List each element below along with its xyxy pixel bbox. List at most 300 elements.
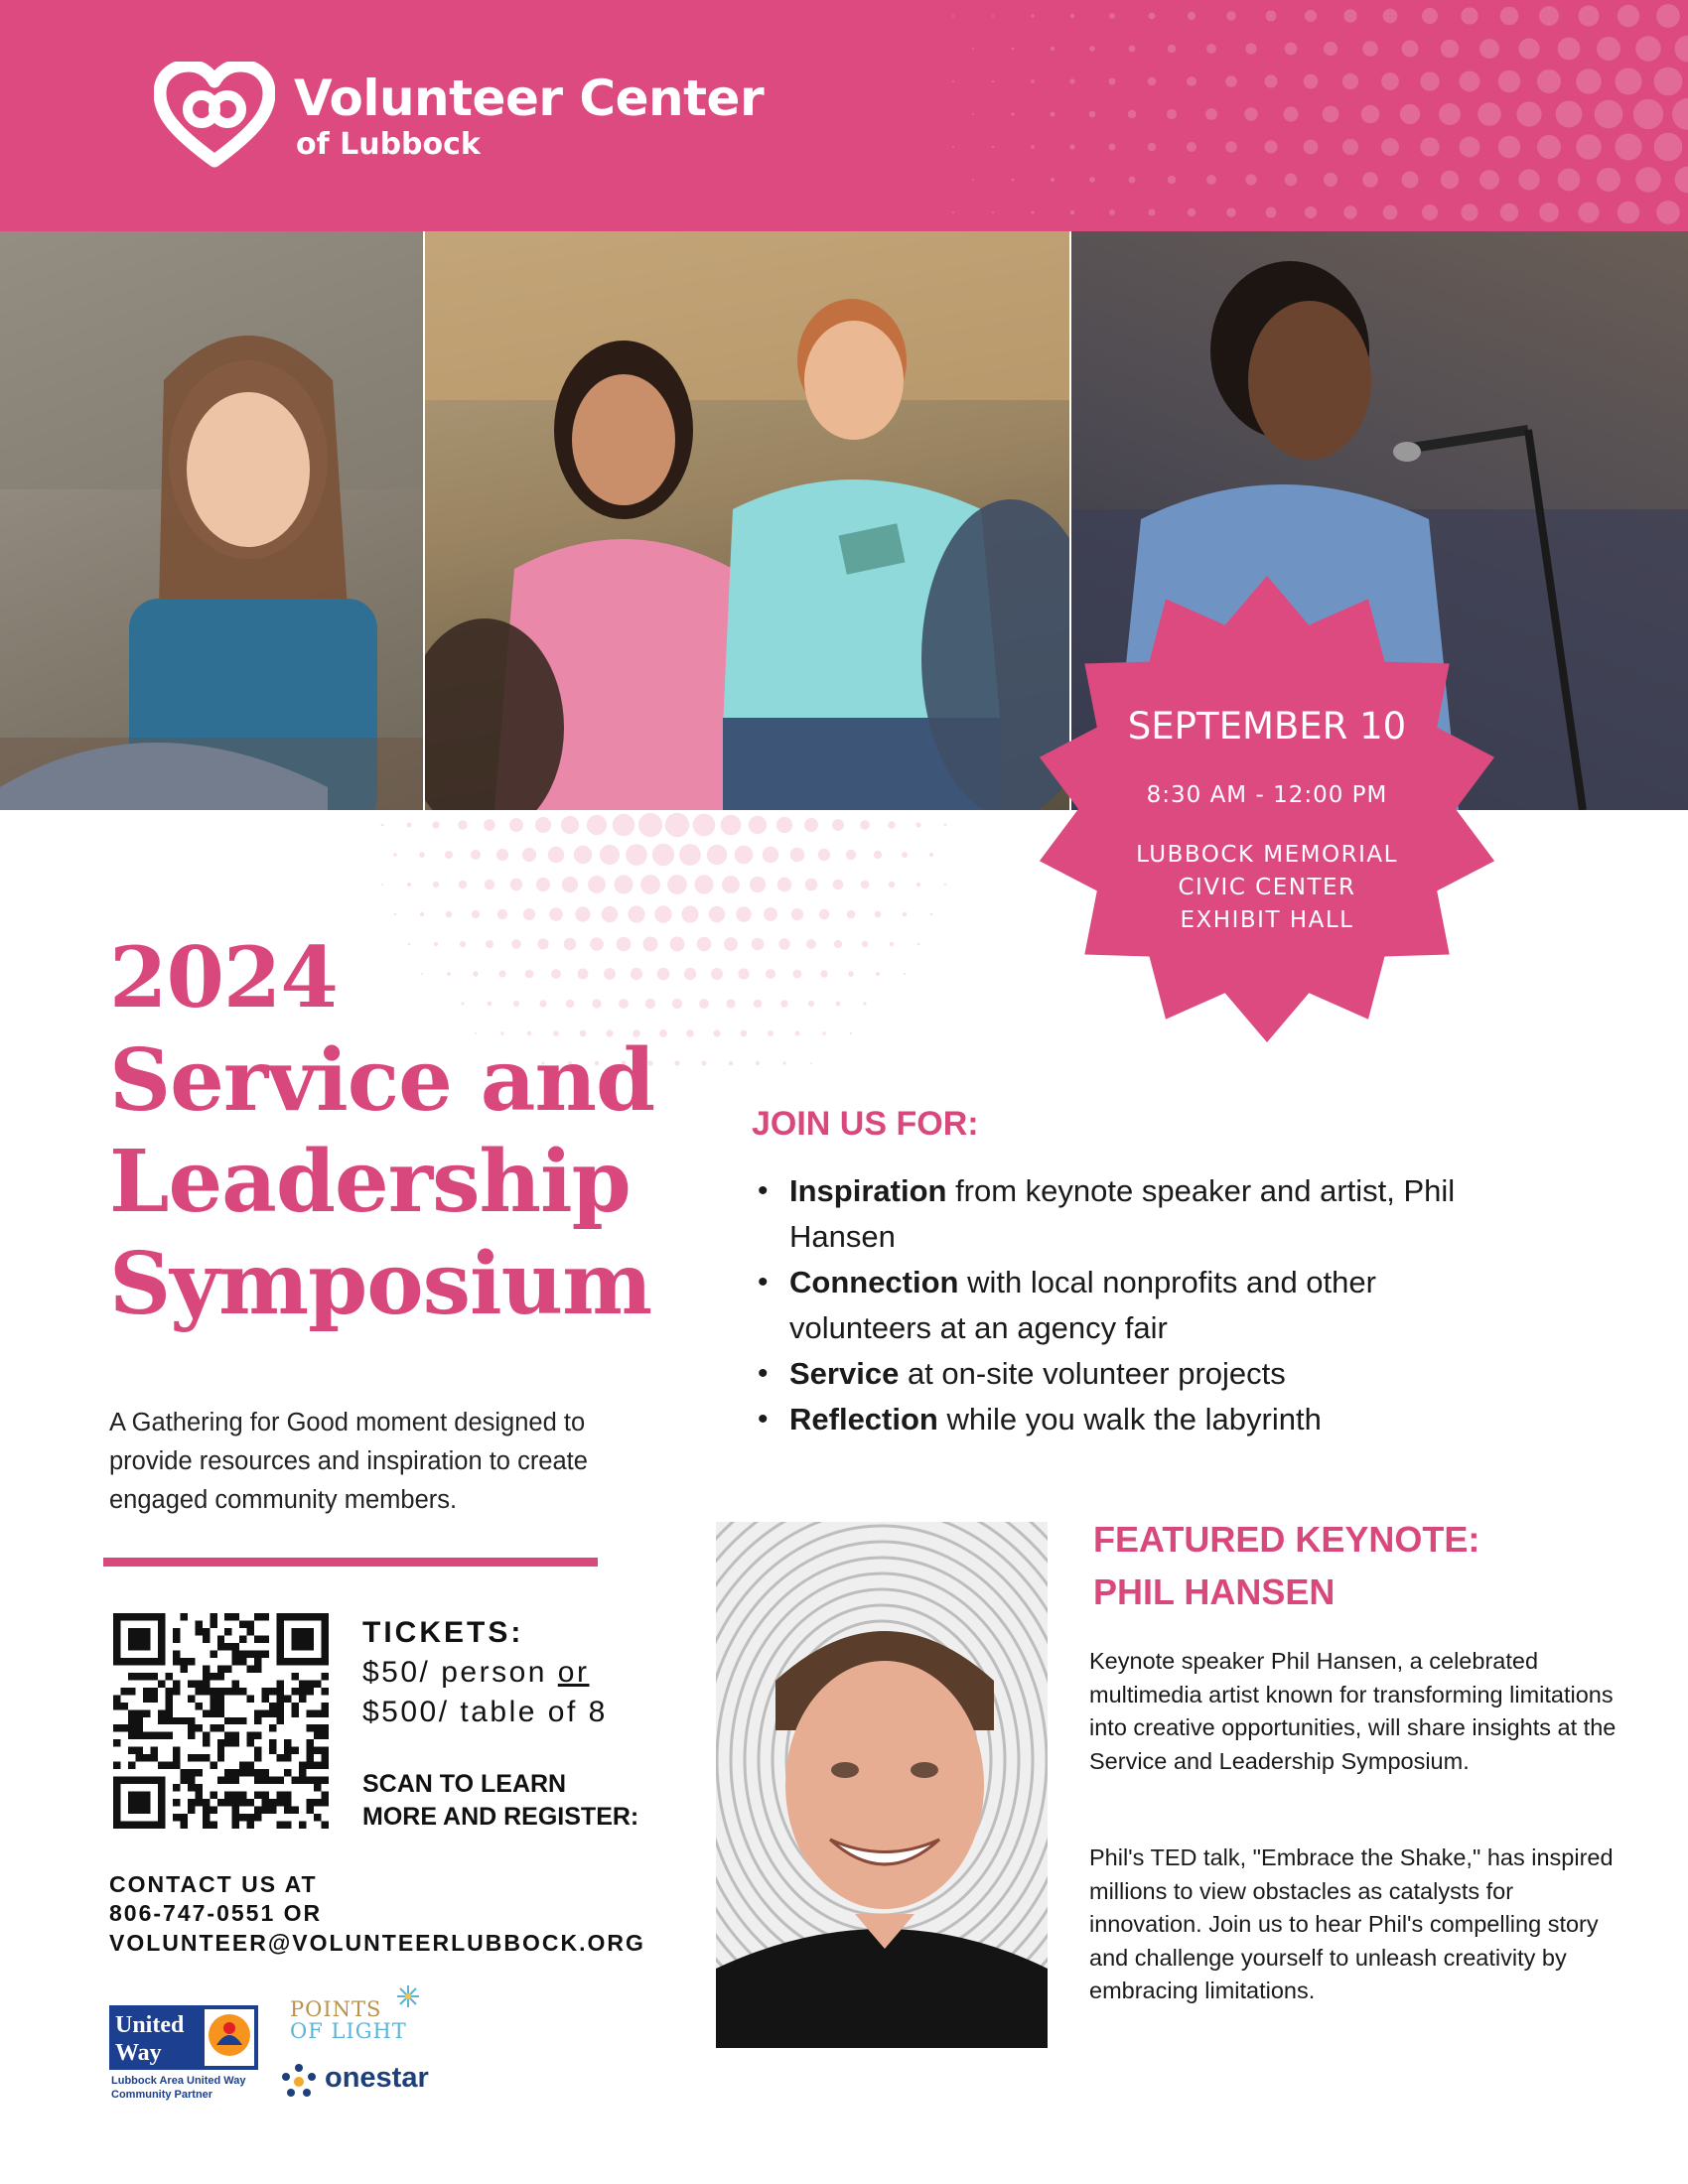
header-dot — [1578, 5, 1599, 26]
qr-module — [195, 1703, 202, 1709]
qr-module — [173, 1799, 180, 1806]
join-item-bold: Reflection — [789, 1402, 938, 1436]
qr-module — [239, 1814, 246, 1821]
header-dot — [1342, 139, 1358, 155]
header-dot — [1539, 203, 1559, 222]
header-dot — [1206, 44, 1216, 54]
contact-heading: CONTACT US AT — [109, 1871, 318, 1897]
qr-module — [232, 1807, 239, 1814]
header-dot-pattern — [933, 0, 1688, 231]
qr-module — [299, 1688, 306, 1695]
qr-module — [247, 1650, 254, 1657]
qr-module — [284, 1695, 291, 1702]
halftone-dot — [460, 941, 466, 947]
halftone-dot — [930, 913, 933, 916]
qr-module — [210, 1695, 216, 1702]
halftone-dot — [522, 848, 536, 862]
header-dot — [1618, 202, 1639, 223]
qr-module — [210, 1792, 216, 1799]
halftone-dot — [626, 844, 647, 866]
header-dot — [1439, 103, 1461, 125]
qr-module — [322, 1688, 329, 1695]
qr-module — [269, 1709, 276, 1716]
event-venue-line: CIVIC CENTER — [1178, 875, 1356, 900]
onestar-icon — [281, 2063, 317, 2099]
halftone-dot — [536, 878, 550, 891]
qr-module — [173, 1784, 180, 1791]
halftone-dot — [488, 1002, 492, 1007]
qr-module — [284, 1747, 291, 1754]
halftone-dot — [561, 816, 579, 834]
qr-module — [232, 1688, 239, 1695]
qr-module — [322, 1792, 329, 1799]
qr-module — [217, 1688, 224, 1695]
qr-module — [143, 1673, 150, 1680]
qr-module — [158, 1762, 165, 1769]
qr-module — [307, 1688, 314, 1695]
qr-module — [165, 1762, 172, 1769]
united-way-word: United — [115, 2012, 185, 2038]
halftone-dot — [638, 813, 662, 837]
qr-module — [269, 1724, 276, 1731]
qr-module — [195, 1769, 202, 1776]
halftone-dot — [665, 813, 689, 837]
halftone-dot — [471, 850, 481, 860]
qr-module — [188, 1799, 195, 1806]
qr-module — [210, 1807, 216, 1814]
keynote-speaker-photo — [716, 1522, 1048, 2048]
header-dot — [1148, 143, 1157, 152]
halftone-dot — [549, 907, 563, 921]
header-dot — [1518, 169, 1539, 190]
qr-module — [232, 1792, 239, 1799]
qr-module — [150, 1747, 157, 1754]
halftone-dot — [496, 849, 508, 861]
qr-module — [262, 1613, 269, 1620]
qr-module — [203, 1739, 210, 1746]
header-dot — [952, 15, 954, 17]
header-dot — [1635, 167, 1660, 192]
qr-module — [210, 1822, 216, 1829]
header-dot — [1518, 38, 1539, 59]
points-of-light-word: OF LIGHT — [290, 2019, 407, 2043]
header-dot — [1245, 174, 1256, 185]
qr-module — [292, 1709, 299, 1716]
qr-module — [307, 1777, 314, 1784]
qr-module — [322, 1799, 329, 1806]
qr-module — [322, 1822, 329, 1829]
header-dot — [1460, 137, 1480, 158]
qr-module — [128, 1762, 135, 1769]
header-dot — [1089, 111, 1096, 118]
qr-module — [277, 1695, 284, 1702]
header-dot — [1618, 5, 1639, 27]
join-item-bold: Inspiration — [789, 1173, 947, 1208]
united-way-logo — [109, 2005, 258, 2070]
qr-module — [224, 1643, 231, 1650]
halftone-dot — [631, 968, 642, 980]
qr-module — [195, 1784, 202, 1791]
contact-email[interactable]: VOLUNTEER@VOLUNTEERLUBBOCK.ORG — [109, 1930, 645, 1956]
header-dot — [1675, 167, 1688, 194]
header-dot — [1031, 14, 1034, 17]
halftone-dot — [484, 819, 495, 831]
qr-module — [247, 1695, 254, 1702]
halftone-dot — [818, 849, 830, 861]
photo-volunteers-reading — [425, 231, 1069, 810]
halftone-dot — [684, 968, 696, 980]
qr-module — [165, 1732, 172, 1739]
qr-module — [180, 1777, 187, 1784]
header-dot — [1383, 205, 1398, 220]
qr-module — [188, 1754, 195, 1761]
qr-module — [292, 1747, 299, 1754]
halftone-dot — [657, 968, 670, 981]
halftone-dot — [819, 909, 829, 919]
header-dot — [1362, 41, 1378, 57]
halftone-dot — [592, 999, 601, 1008]
qr-module — [284, 1799, 291, 1806]
header-dot — [1324, 42, 1337, 56]
divider-bar — [103, 1558, 598, 1567]
qr-module — [224, 1739, 231, 1746]
qr-module — [217, 1665, 224, 1672]
qr-module — [307, 1739, 314, 1746]
qr-module — [254, 1807, 261, 1814]
halftone-dot — [929, 853, 933, 857]
qr-module — [284, 1792, 291, 1799]
halftone-dot — [889, 882, 895, 887]
qr-module — [210, 1620, 216, 1627]
qr-module — [239, 1650, 246, 1657]
header-dot — [992, 146, 994, 148]
qr-module — [262, 1688, 269, 1695]
halftone-dot — [602, 906, 618, 922]
halftone-dot — [735, 846, 754, 865]
halftone-dot — [804, 818, 818, 832]
qr-module — [188, 1717, 195, 1724]
halftone-dot — [766, 969, 775, 979]
qr-module — [247, 1739, 254, 1746]
qr-module — [247, 1799, 254, 1806]
halftone-dot — [420, 912, 424, 916]
qr-module — [322, 1732, 329, 1739]
halftone-dot — [652, 844, 674, 866]
halftone-dot — [535, 817, 551, 833]
qr-module — [314, 1814, 321, 1821]
ticket-price-person-text: $50/ person — [362, 1656, 558, 1689]
halftone-dot — [640, 875, 660, 894]
qr-module — [217, 1703, 224, 1709]
halftone-dot — [810, 1062, 812, 1064]
halftone-dot — [393, 853, 397, 857]
qr-module — [113, 1739, 120, 1746]
header-dot — [1595, 100, 1623, 129]
halftone-dot — [738, 968, 749, 979]
header-dot — [1031, 210, 1034, 213]
header-dot — [1500, 204, 1519, 222]
qr-module — [128, 1628, 150, 1650]
header-dot — [972, 179, 974, 181]
qr-module — [254, 1709, 261, 1716]
header-dot — [1656, 4, 1680, 28]
halftone-dot — [433, 882, 439, 887]
qr-module — [277, 1792, 284, 1799]
header-dot — [992, 211, 994, 213]
halftone-dot — [944, 884, 946, 886]
qr-module — [322, 1747, 329, 1754]
qr-module — [217, 1695, 224, 1702]
header-dot — [1168, 176, 1176, 184]
qr-module — [135, 1709, 142, 1716]
halftone-dot — [702, 1061, 707, 1066]
header-dot — [1597, 37, 1620, 61]
qr-module — [262, 1635, 269, 1642]
qr-module — [277, 1680, 284, 1687]
qr-module — [217, 1643, 224, 1650]
halftone-dot — [497, 909, 507, 919]
header-dot — [1011, 112, 1014, 115]
intro-paragraph: A Gathering for Good moment designed to provide resources and inspiration to create engaged community members. — [109, 1409, 588, 1514]
qr-module — [314, 1724, 321, 1731]
halftone-dot — [407, 883, 411, 887]
brand-subtitle: of Lubbock — [296, 127, 481, 162]
qr-module — [143, 1709, 150, 1716]
qr-module — [277, 1799, 284, 1806]
qr-module — [143, 1732, 150, 1739]
qr-module — [254, 1732, 261, 1739]
qr-module — [113, 1703, 120, 1709]
halftone-dot — [613, 814, 634, 836]
keynote-heading: FEATURED KEYNOTE: — [1093, 1519, 1480, 1560]
header-dot — [1381, 138, 1399, 156]
qr-module — [224, 1613, 231, 1620]
halftone-dot — [795, 1031, 800, 1036]
qr-module — [262, 1695, 269, 1702]
qr-module — [180, 1613, 187, 1620]
qr-module — [150, 1673, 157, 1680]
header-dot — [1422, 8, 1438, 24]
header-dot — [1654, 68, 1683, 96]
qr-module — [277, 1822, 284, 1829]
header-dot — [1168, 45, 1176, 53]
qr-module — [277, 1717, 284, 1724]
header-dot — [1477, 102, 1501, 126]
header-dot — [1187, 142, 1196, 152]
halftone-dot — [749, 816, 767, 834]
halftone-dot — [485, 880, 494, 889]
qr-module — [173, 1628, 180, 1635]
qr-module — [247, 1822, 254, 1829]
qr-module — [269, 1777, 276, 1784]
qr-module — [143, 1754, 150, 1761]
qr-module — [188, 1732, 195, 1739]
header-dot — [1362, 172, 1378, 188]
contact-phone[interactable]: 806-747-0551 OR — [109, 1900, 323, 1926]
header-dot — [1420, 137, 1439, 156]
qr-module — [322, 1754, 329, 1761]
halftone-dot — [548, 847, 564, 863]
qr-module — [188, 1695, 195, 1702]
qr-module — [262, 1799, 269, 1806]
qr-module — [165, 1688, 172, 1695]
halftone-dot — [697, 937, 712, 952]
ticket-price-table: $500/ table of 8 — [362, 1696, 608, 1728]
halftone-dot — [736, 906, 751, 921]
qr-module — [165, 1717, 172, 1724]
header-dot — [1050, 111, 1055, 116]
halftone-dot — [628, 905, 644, 922]
qr-module — [217, 1799, 224, 1806]
qr-module — [239, 1620, 246, 1627]
join-item-text: with local nonprofits and other volunteers at an agency fair — [789, 1265, 1376, 1345]
halftone-dot — [459, 881, 467, 888]
header-dot — [1266, 207, 1277, 218]
halftone-dot — [890, 942, 894, 946]
qr-module — [135, 1717, 142, 1724]
qr-module — [210, 1762, 216, 1769]
qr-module — [195, 1792, 202, 1799]
halftone-dot — [486, 940, 493, 948]
event-time: 8:30 AM - 12:00 PM — [1146, 782, 1388, 808]
header-dot — [1304, 74, 1319, 89]
qr-module — [188, 1807, 195, 1814]
halftone-dot — [566, 1000, 574, 1008]
halftone-dot — [659, 1029, 667, 1037]
qr-module — [284, 1769, 291, 1776]
qr-module — [239, 1762, 246, 1769]
qr-module — [217, 1635, 224, 1642]
halftone-dot — [750, 877, 766, 892]
qr-module — [195, 1620, 202, 1627]
halftone-dot — [473, 971, 478, 976]
halftone-dot — [780, 1000, 787, 1007]
halftone-dot — [510, 879, 522, 890]
halftone-dot — [670, 937, 685, 952]
qr-module — [262, 1777, 269, 1784]
qr-module — [217, 1777, 224, 1784]
qr-module — [135, 1673, 142, 1680]
qr-module — [210, 1650, 216, 1657]
qr-module — [113, 1724, 120, 1731]
header-dot — [1343, 205, 1356, 218]
qr-module — [210, 1688, 216, 1695]
halftone-dot — [694, 875, 713, 893]
halftone-dot — [551, 969, 561, 979]
header-dot — [1070, 210, 1074, 214]
qr-module — [239, 1769, 246, 1776]
qr-module — [254, 1814, 261, 1821]
halftone-dot — [752, 938, 765, 951]
header-dot — [1516, 101, 1541, 126]
qr-module — [307, 1807, 314, 1814]
header-dot — [952, 80, 954, 82]
qr-module — [284, 1807, 291, 1814]
header-dot — [1672, 98, 1688, 130]
header-dot — [1109, 144, 1116, 151]
qr-module — [224, 1777, 231, 1784]
halftone-dot — [776, 817, 792, 833]
header-dot — [1226, 11, 1236, 21]
halftone-dot — [588, 876, 606, 893]
halftone-dot — [903, 912, 908, 917]
qr-module — [254, 1650, 261, 1657]
halftone-dot — [793, 970, 802, 979]
qr-module — [158, 1680, 165, 1687]
qr-module — [254, 1717, 261, 1724]
qr-module — [262, 1807, 269, 1814]
qr-module — [262, 1650, 269, 1657]
united-way-word: Way — [115, 2040, 162, 2066]
qr-module — [173, 1650, 180, 1657]
qr-module — [307, 1799, 314, 1806]
halftone-dot — [726, 999, 735, 1008]
header-dot — [1128, 176, 1135, 183]
halftone-dot — [861, 881, 870, 889]
qr-module — [224, 1717, 231, 1724]
header-dot — [1031, 145, 1035, 149]
halftone-dot — [832, 819, 844, 831]
qr-module — [314, 1784, 321, 1791]
header-dot — [1148, 12, 1155, 19]
header-dot — [1402, 172, 1419, 189]
header-dot — [1597, 168, 1620, 192]
qr-module — [232, 1799, 239, 1806]
scan-instruction: MORE AND REGISTER: — [362, 1803, 639, 1831]
qr-module — [299, 1762, 306, 1769]
halftone-dot — [381, 824, 384, 827]
tickets-label: TICKETS: — [362, 1616, 524, 1649]
halftone-dot — [458, 820, 467, 829]
halftone-dot — [587, 815, 607, 835]
ticket-or: or — [557, 1656, 590, 1689]
qr-module — [203, 1822, 210, 1829]
qr-module — [224, 1792, 231, 1799]
halftone-dot — [615, 876, 633, 894]
join-list — [752, 1168, 1506, 1442]
qr-module — [135, 1747, 142, 1754]
halftone-dot — [944, 824, 947, 827]
header-dot — [1441, 40, 1459, 58]
title-line: Leadership — [109, 1132, 631, 1232]
header-dot — [1109, 13, 1115, 19]
header-dot — [1324, 173, 1337, 187]
header-dot — [952, 211, 954, 213]
qr-module — [284, 1739, 291, 1746]
qr-module — [277, 1777, 284, 1784]
halftone-dot — [820, 970, 827, 977]
qr-module — [203, 1680, 210, 1687]
halftone-dot — [707, 845, 727, 865]
halftone-dot — [846, 850, 856, 860]
qr-module — [165, 1709, 172, 1716]
qr-module — [113, 1695, 120, 1702]
qr-module — [128, 1717, 135, 1724]
united-way-caption: Lubbock Area United Way — [111, 2075, 246, 2087]
qr-module — [277, 1703, 284, 1709]
qr-module — [128, 1673, 135, 1680]
qr-code[interactable] — [113, 1613, 329, 1829]
qr-module — [158, 1709, 165, 1716]
qr-module — [232, 1658, 239, 1665]
header-dot — [1305, 206, 1317, 218]
qr-module — [284, 1754, 291, 1761]
ticket-price-person — [362, 1656, 589, 1690]
qr-module — [239, 1799, 246, 1806]
qr-module — [232, 1680, 239, 1687]
qr-module — [247, 1814, 254, 1821]
qr-module — [217, 1739, 224, 1746]
